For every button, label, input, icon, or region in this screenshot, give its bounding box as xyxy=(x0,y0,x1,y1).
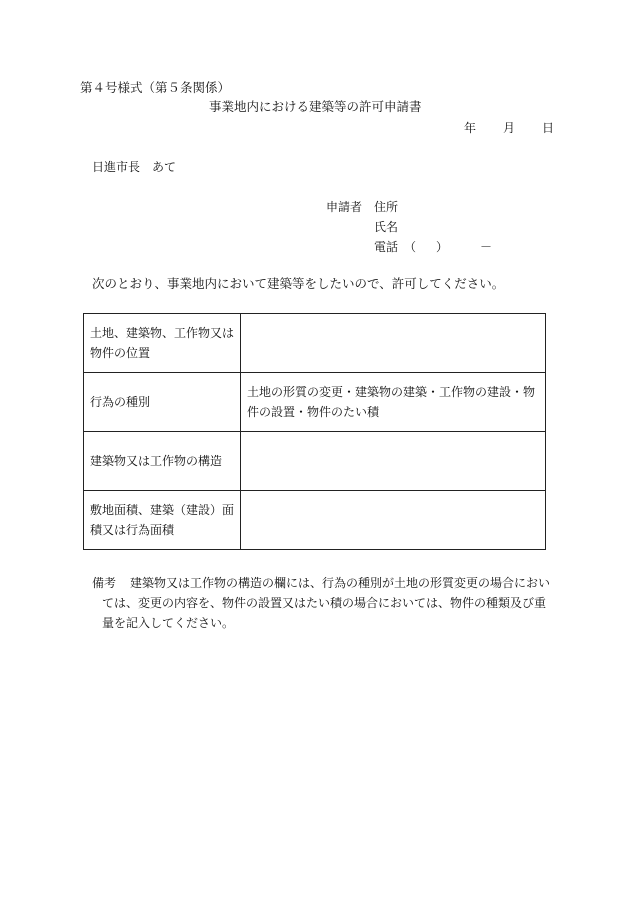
date-line xyxy=(464,122,554,136)
row-value-area xyxy=(241,491,546,550)
document-title: 事業地内における建築等の許可申請書 xyxy=(209,99,422,114)
table-row xyxy=(84,491,546,550)
row-label-area: 敷地面積、建築（建設）面積又は行為面積 xyxy=(84,491,241,550)
applicant-address-label: 住所 xyxy=(374,200,399,214)
remarks-label: 備考 xyxy=(92,576,117,590)
remarks-text: 建築物又は工作物の構造の欄には、行為の種別が土地の形質変更の場合においては、変更の内容を、物件の設置又はたい積の場合においては、物件の種類及び重量を記入してください。 xyxy=(102,576,551,630)
applicant-role-label: 申請者 xyxy=(326,200,363,214)
form-number: 第４号様式（第５条関係） xyxy=(80,80,231,95)
date-month-label: 月 xyxy=(503,121,516,135)
phone-paren-open: （ xyxy=(404,240,417,254)
row-label-location: 土地、建築物、工作物又は物件の位置 xyxy=(84,314,241,373)
table-row xyxy=(84,432,546,491)
table-row xyxy=(84,314,546,373)
application-table xyxy=(83,313,546,550)
addressee-suffix: あて xyxy=(152,160,177,174)
table-row xyxy=(84,373,546,432)
addressee-name: 日進市長 xyxy=(92,160,141,174)
applicant-phone-line xyxy=(374,241,492,253)
addressee xyxy=(92,161,176,173)
applicant-phone-label: 電話 xyxy=(374,240,399,254)
row-value-location xyxy=(241,314,546,373)
row-value-structure xyxy=(241,432,546,491)
phone-dash: － xyxy=(480,240,493,254)
request-statement: 次のとおり、事業地内において建築等をしたいので、許可してください。 xyxy=(92,276,505,291)
applicant-name-label: 氏名 xyxy=(374,220,399,234)
phone-paren-close: ） xyxy=(436,240,449,254)
date-day-label: 日 xyxy=(542,121,555,135)
row-label-action-type: 行為の種別 xyxy=(84,373,241,432)
row-value-action-type: 土地の形質の変更・建築物の建築・工作物の建設・物件の設置・物件のたい積 xyxy=(241,373,546,432)
date-year-label: 年 xyxy=(464,121,477,135)
applicant-block xyxy=(326,201,506,261)
row-label-structure: 建築物又は工作物の構造 xyxy=(84,432,241,491)
